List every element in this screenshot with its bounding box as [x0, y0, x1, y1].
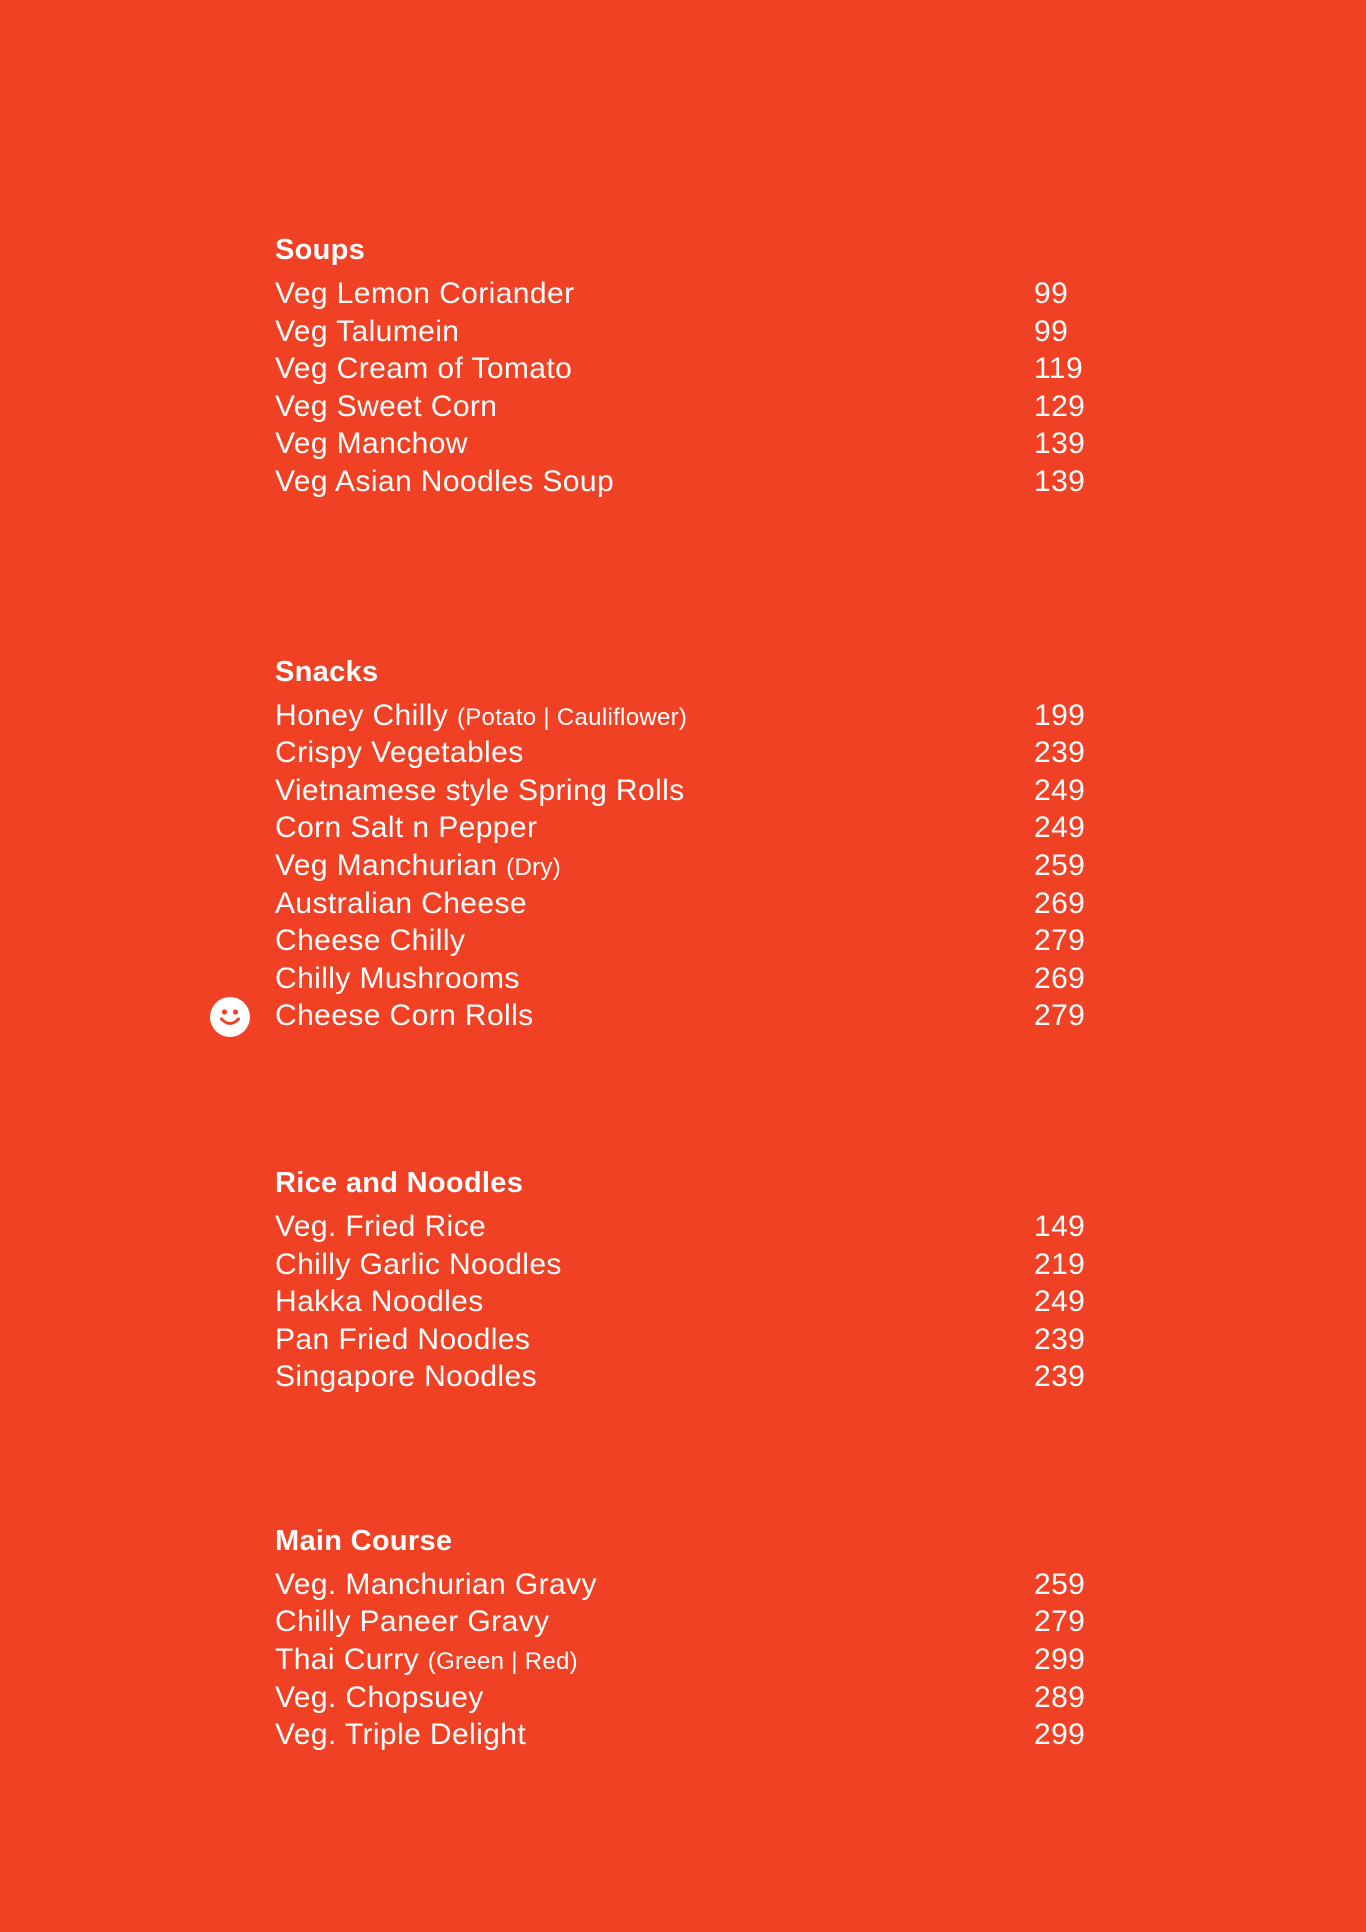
item-price: 279	[1034, 999, 1086, 1033]
item-price: 249	[1034, 1285, 1086, 1319]
menu-item	[275, 847, 1095, 885]
menu-item	[275, 463, 1095, 501]
item-name: Chilly Paneer Gravy	[275, 1605, 550, 1639]
menu-items-list	[275, 1566, 1095, 1754]
menu-item	[275, 922, 1095, 960]
item-price: 279	[1034, 1605, 1086, 1639]
item-name: Veg. Triple Delight	[275, 1718, 527, 1752]
item-price: 249	[1034, 773, 1086, 807]
section-title: Main Course	[275, 1524, 453, 1557]
item-price: 139	[1034, 464, 1086, 498]
item-name: Crispy Vegetables	[275, 736, 524, 770]
item-name: Hakka Noodles	[275, 1285, 484, 1319]
menu-item	[275, 1603, 1095, 1641]
item-name: Chilly Mushrooms	[275, 961, 520, 995]
item-name: Cheese Chilly	[275, 924, 466, 958]
menu-item	[275, 734, 1095, 772]
item-price: 259	[1034, 848, 1086, 882]
item-name: Pan Fried Noodles	[275, 1322, 531, 1356]
item-name: Veg Manchow	[275, 427, 468, 461]
item-name: Veg Asian Noodles Soup	[275, 464, 615, 498]
section-title: Soups	[275, 234, 366, 266]
item-price: 239	[1034, 1360, 1086, 1394]
menu-item	[275, 772, 1095, 810]
item-name: Veg Cream of Tomato	[275, 352, 573, 386]
item-price: 129	[1034, 389, 1086, 423]
item-name: Vietnamese style Spring Rolls	[275, 773, 685, 807]
menu-items-list	[275, 697, 1095, 1035]
menu-item	[275, 313, 1095, 351]
menu-item	[275, 1321, 1095, 1359]
item-price: 269	[1034, 961, 1086, 995]
item-price: 99	[1034, 314, 1069, 348]
menu-item	[275, 1246, 1095, 1284]
item-name: Cheese Corn Rolls	[275, 999, 534, 1033]
item-price: 139	[1034, 427, 1086, 461]
menu-item	[275, 885, 1095, 923]
menu-item	[275, 425, 1095, 463]
item-price: 249	[1034, 811, 1086, 845]
section-title: Rice and Noodles	[275, 1166, 524, 1199]
section-main-course	[275, 1516, 1095, 1754]
item-name: Veg. Manchurian Gravy	[275, 1567, 597, 1601]
menu-item	[275, 997, 1095, 1035]
item-name: Singapore Noodles	[275, 1360, 537, 1394]
menu-item	[275, 1208, 1095, 1246]
item-name: Honey Chilly	[275, 698, 449, 732]
item-name: Corn Salt n Pepper	[275, 811, 538, 845]
item-name: Veg Manchurian	[275, 848, 498, 882]
item-name: Australian Cheese	[275, 886, 527, 920]
item-price: 149	[1034, 1209, 1086, 1243]
menu-item	[275, 350, 1095, 388]
item-name: Chilly Garlic Noodles	[275, 1247, 562, 1281]
item-price: 299	[1034, 1643, 1086, 1677]
menu-item	[275, 275, 1095, 313]
menu-item	[275, 1679, 1095, 1717]
menu-item	[275, 388, 1095, 426]
item-name: Veg. Fried Rice	[275, 1209, 487, 1243]
item-note: (Green | Red)	[427, 1648, 578, 1676]
item-name: Veg Lemon Coriander	[275, 277, 575, 310]
menu-item	[275, 1358, 1095, 1396]
item-price: 289	[1034, 1680, 1086, 1714]
item-price: 199	[1034, 698, 1086, 732]
section-snacks	[275, 647, 1095, 1035]
menu-item	[275, 1283, 1095, 1321]
menu	[275, 225, 1095, 1754]
item-price: 279	[1034, 924, 1086, 958]
item-note: (Dry)	[506, 853, 561, 881]
item-name: Veg Talumein	[275, 314, 460, 348]
item-note: (Potato | Cauliflower)	[456, 703, 688, 731]
menu-item	[275, 1566, 1095, 1604]
item-name: Veg Sweet Corn	[275, 389, 498, 423]
section-rice-and-noodles	[275, 1158, 1095, 1396]
item-price: 219	[1034, 1247, 1086, 1281]
menu-item	[275, 960, 1095, 998]
item-price: 259	[1034, 1567, 1086, 1601]
menu-item	[275, 697, 1095, 735]
menu-item	[275, 809, 1095, 847]
item-price: 239	[1034, 736, 1086, 770]
section-soups	[275, 225, 1095, 501]
item-name: Veg. Chopsuey	[275, 1680, 484, 1714]
item-price: 239	[1034, 1322, 1086, 1356]
section-title: Snacks	[275, 655, 379, 688]
menu-items-list	[275, 275, 1095, 501]
menu-items-list	[275, 1208, 1095, 1396]
item-name: Thai Curry	[275, 1643, 420, 1677]
item-price: 119	[1034, 352, 1084, 386]
smiley-icon	[210, 997, 250, 1037]
item-price: 269	[1034, 886, 1086, 920]
menu-item	[275, 1716, 1095, 1754]
item-price: 99	[1034, 277, 1069, 310]
menu-item	[275, 1641, 1095, 1679]
item-price: 299	[1034, 1718, 1086, 1752]
